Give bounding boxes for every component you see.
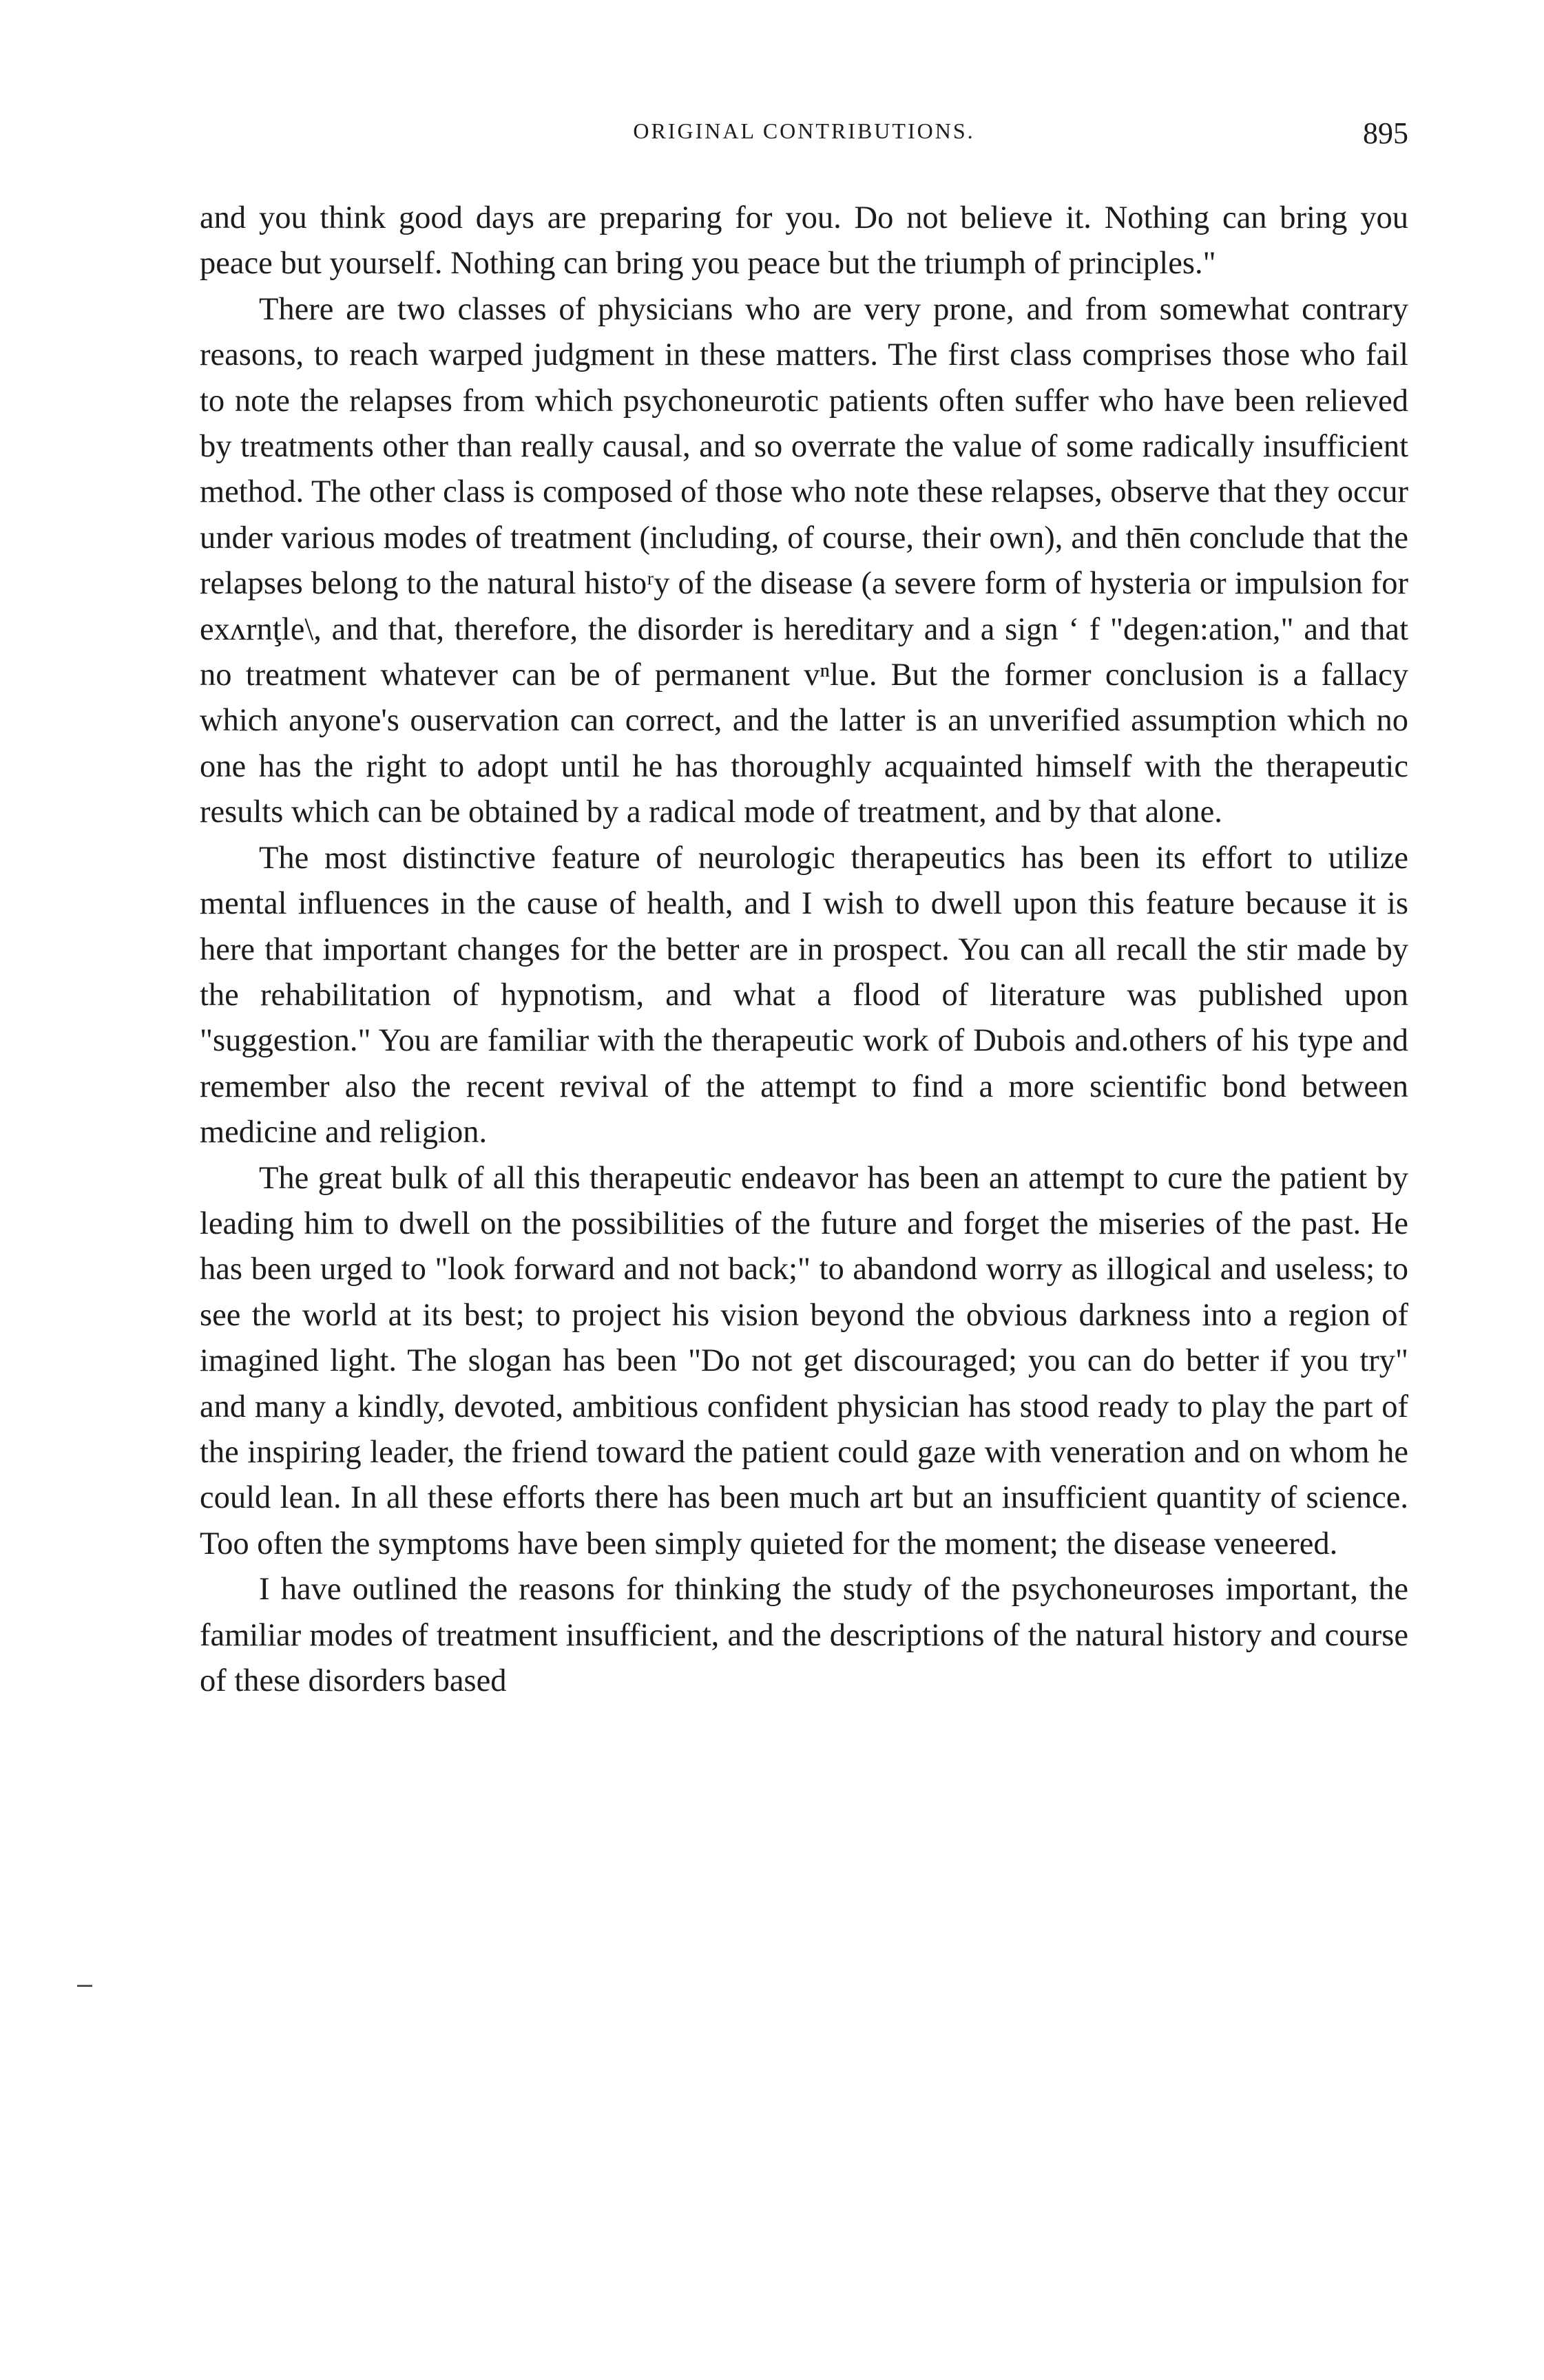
running-header [200,116,1408,157]
paragraph-continued: and you think good days are preparing for you. Do not believe it. Nothing can bring you peace but yourself. Nothing can bring you peace but the triumph of principles." [200,200,1408,282]
paragraph-outlined-reasons: I have outlined the reasons for thinking the study of the psychoneuroses important, the familiar modes of treatment insufficient, and the descriptions of the natural history and course of these disorders based [200,1572,1408,1698]
paragraph-physician-classes: There are two classes of physicians who are very prone, and from somewhat contrary reasons, to reach warped judgment in these matters. The first class comprises those who fail to note the relapses from which psychoneurotic patients often suffer who have been relieved by treatments other than really causal, and so overrate the value of some radically insufficient method. The other class is composed of those who note these relapses, observe that they occur under various modes of treatment (including, of course, their own), and thēn conclude that the relapses belong to the natural histoʳy of the disease (a severe form of hysteria or impulsion for eхʌrnţle\, and that, therefore, the disorder is hereditary and a sign ‘ f "degen:ation," and that no treatment whatever can be of permanent vⁿlue. But the former conclusion is a fallacy which anyone's ouservation can correct, and the latter is an unverified assumption which no one has the right to adopt until he has thoroughly acquainted himself with the therapeutic results which can be obtained by a radical mode of treatment, and by that alone. [200,291,1408,830]
paragraph-neurologic-therapeutics: The most distinctive feature of neurologic therapeutics has been its effort to utilize mental influences in the cause of health, and I wish to dwell upon this feature because it is here that important changes for the better are in prospect. You can all recall the stir made by the rehabilitation of hypnotism, and what a flood of literature was published upon "suggestion." You are familiar with the therapeutic work of Dubois and.others of his type and remember also the recent revival of the attempt to find a more scientific bond between medicine and religion. [200,840,1408,1150]
page-number: 895 [1363,116,1408,150]
margin-mark [77,1985,92,1987]
running-title: ORIGINAL CONTRIBUTIONS. [633,118,975,143]
journal-page [200,116,1408,1704]
body-text [200,196,1408,1704]
paragraph-therapeutic-endeavor: The great bulk of all this therapeutic endeavor has been an attempt to cure the patient by leading him to dwell on the possibilities of the future and forget the miseries of the past. He has been urged to "look forward and not back;" to abandond worry as illogical and useless; to see the world at its best; to project his vision beyond the obvious darkness into a region of imagined light. The slogan has been "Do not get discouraged; you can do better if you try" and many a kindly, devoted, ambitious confident physician has stood ready to play the part of the inspiring leader, the friend toward the patient could gaze with veneration and on whom he could lean. In all these efforts there has been much art but an insufficient quantity of science. Too often the symptoms have been simply quieted for the moment; the disease veneered. [200,1160,1408,1561]
